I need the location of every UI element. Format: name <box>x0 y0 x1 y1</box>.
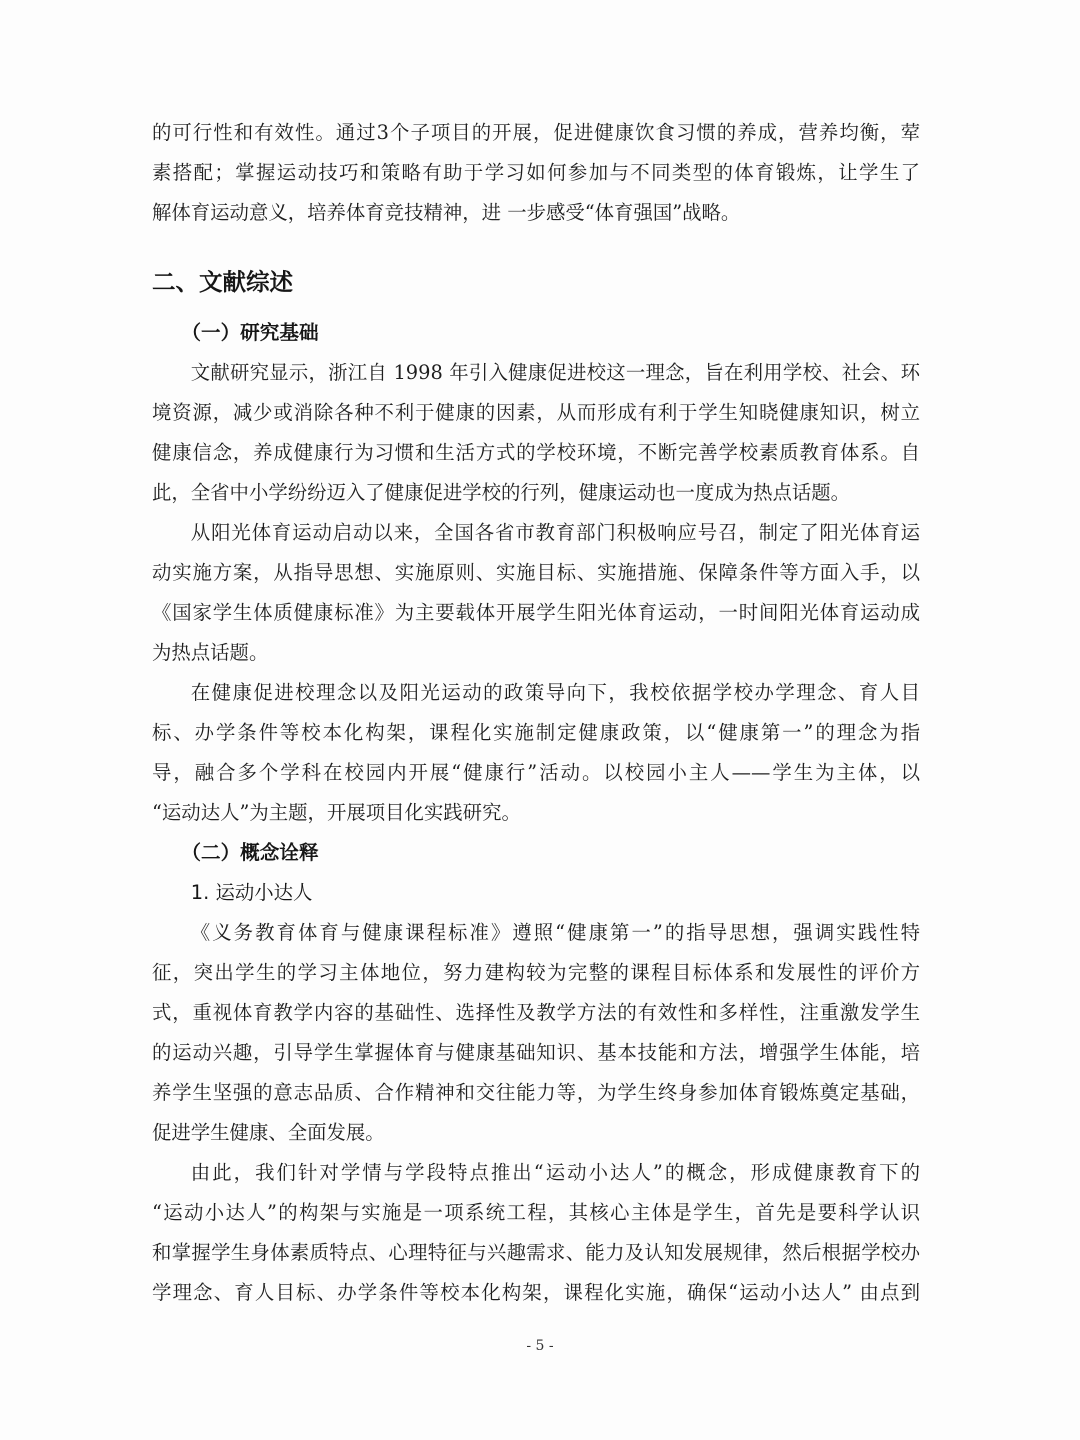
intro-paragraph <box>152 113 920 233</box>
paragraph-line: 征，突出学生的学习主体地位，努力建构较为完整的课程目标体系和发展性的评价方 <box>152 961 920 984</box>
paragraph-line: 在健康促进校理念以及阳光运动的政策导向下，我校依据学校办学理念、育人目 <box>190 681 920 704</box>
paragraph-line: 素搭配；掌握运动技巧和策略有助于学习如何参加与不同类型的体育锻炼，让学生了 <box>152 161 920 184</box>
paragraph-line: 导，融合多个学科在校园内开展“健康行”活动。以校园小主人——学生为主体，以 <box>152 761 920 784</box>
paragraph-line: 动实施方案，从指导思想、实施原则、实施目标、实施措施、保障条件等方面入手，以 <box>152 561 920 584</box>
paragraph-line: 的可行性和有效性。通过3个子项目的开展，促进健康饮食习惯的养成，营养均衡，荤 <box>152 121 920 144</box>
paragraph-line: 《义务教育体育与健康课程标准》遵照“健康第一”的指导思想，强调实践性特 <box>190 921 920 944</box>
paragraph-line: 文献研究显示，浙江自 1998 年引入健康促进校这一理念，旨在利用学校、社会、环 <box>190 361 920 384</box>
paragraph-line: 式，重视体育教学内容的基础性、选择性及教学方法的有效性和多样性，注重激发学生 <box>152 1001 920 1024</box>
paragraph-line: 从阳光体育运动启动以来，全国各省市教育部门积极响应号召，制定了阳光体育运 <box>190 521 920 544</box>
paragraph-line: “运动达人”为主题，开展项目化实践研究。 <box>152 801 521 824</box>
concept-paragraph-1 <box>152 913 920 1153</box>
paragraph-line: 健康信念，养成健康行为习惯和生活方式的学校环境，不断完善学校素质教育体系。自 <box>152 441 920 464</box>
paragraph-line: 为热点话题。 <box>152 641 269 664</box>
research-basis-paragraph-2 <box>152 513 920 673</box>
research-basis-paragraph-1 <box>152 353 920 513</box>
paragraph-line: 养学生坚强的意志品质、合作精神和交往能力等，为学生终身参加体育锻炼奠定基础， <box>152 1081 920 1104</box>
paragraph-line: 标、办学条件等校本化构架，课程化实施制定健康政策，以“健康第一”的理念为指 <box>152 721 920 744</box>
item-heading-sports-star: 1. 运动小达人 <box>190 881 313 904</box>
paragraph-line: 学理念、育人目标、办学条件等校本化构架，课程化实施，确保“运动小达人” 由点到 <box>152 1281 920 1304</box>
subsection-heading-research-basis: （一）研究基础 <box>181 321 319 344</box>
paragraph-line: 境资源，减少或消除各种不利于健康的因素，从而形成有利于学生知晓健康知识，树立 <box>152 401 920 424</box>
page-number: - 5 - <box>526 1338 554 1354</box>
paragraph-line: 由此，我们针对学情与学段特点推出“运动小达人”的概念，形成健康教育下的 <box>190 1161 920 1184</box>
paragraph-line: “运动小达人”的构架与实施是一项系统工程，其核心主体是学生，首先是要科学认识 <box>152 1201 920 1224</box>
paragraph-line: 的运动兴趣，引导学生掌握体育与健康基础知识、基本技能和方法，增强学生体能，培 <box>152 1041 920 1064</box>
research-basis-paragraph-3 <box>152 673 920 833</box>
paragraph-line: 《国家学生体质健康标准》为主要载体开展学生阳光体育运动，一时间阳光体育运动成 <box>152 601 920 624</box>
paragraph-line: 此，全省中小学纷纷迈入了健康促进学校的行列，健康运动也一度成为热点话题。 <box>152 481 851 504</box>
subsection-heading-concept-interpretation: （二）概念诠释 <box>181 841 319 864</box>
paragraph-line: 促进学生健康、全面发展。 <box>152 1121 385 1144</box>
section-heading-literature-review: 二、文献综述 <box>152 268 293 296</box>
concept-paragraph-2 <box>152 1153 920 1313</box>
page-content <box>152 113 920 1313</box>
paragraph-line: 解体育运动意义，培养体育竞技精神，进 一步感受“体育强国”战略。 <box>152 201 741 224</box>
paragraph-line: 和掌握学生身体素质特点、心理特征与兴趣需求、能力及认知发展规律，然后根据学校办 <box>152 1241 920 1264</box>
